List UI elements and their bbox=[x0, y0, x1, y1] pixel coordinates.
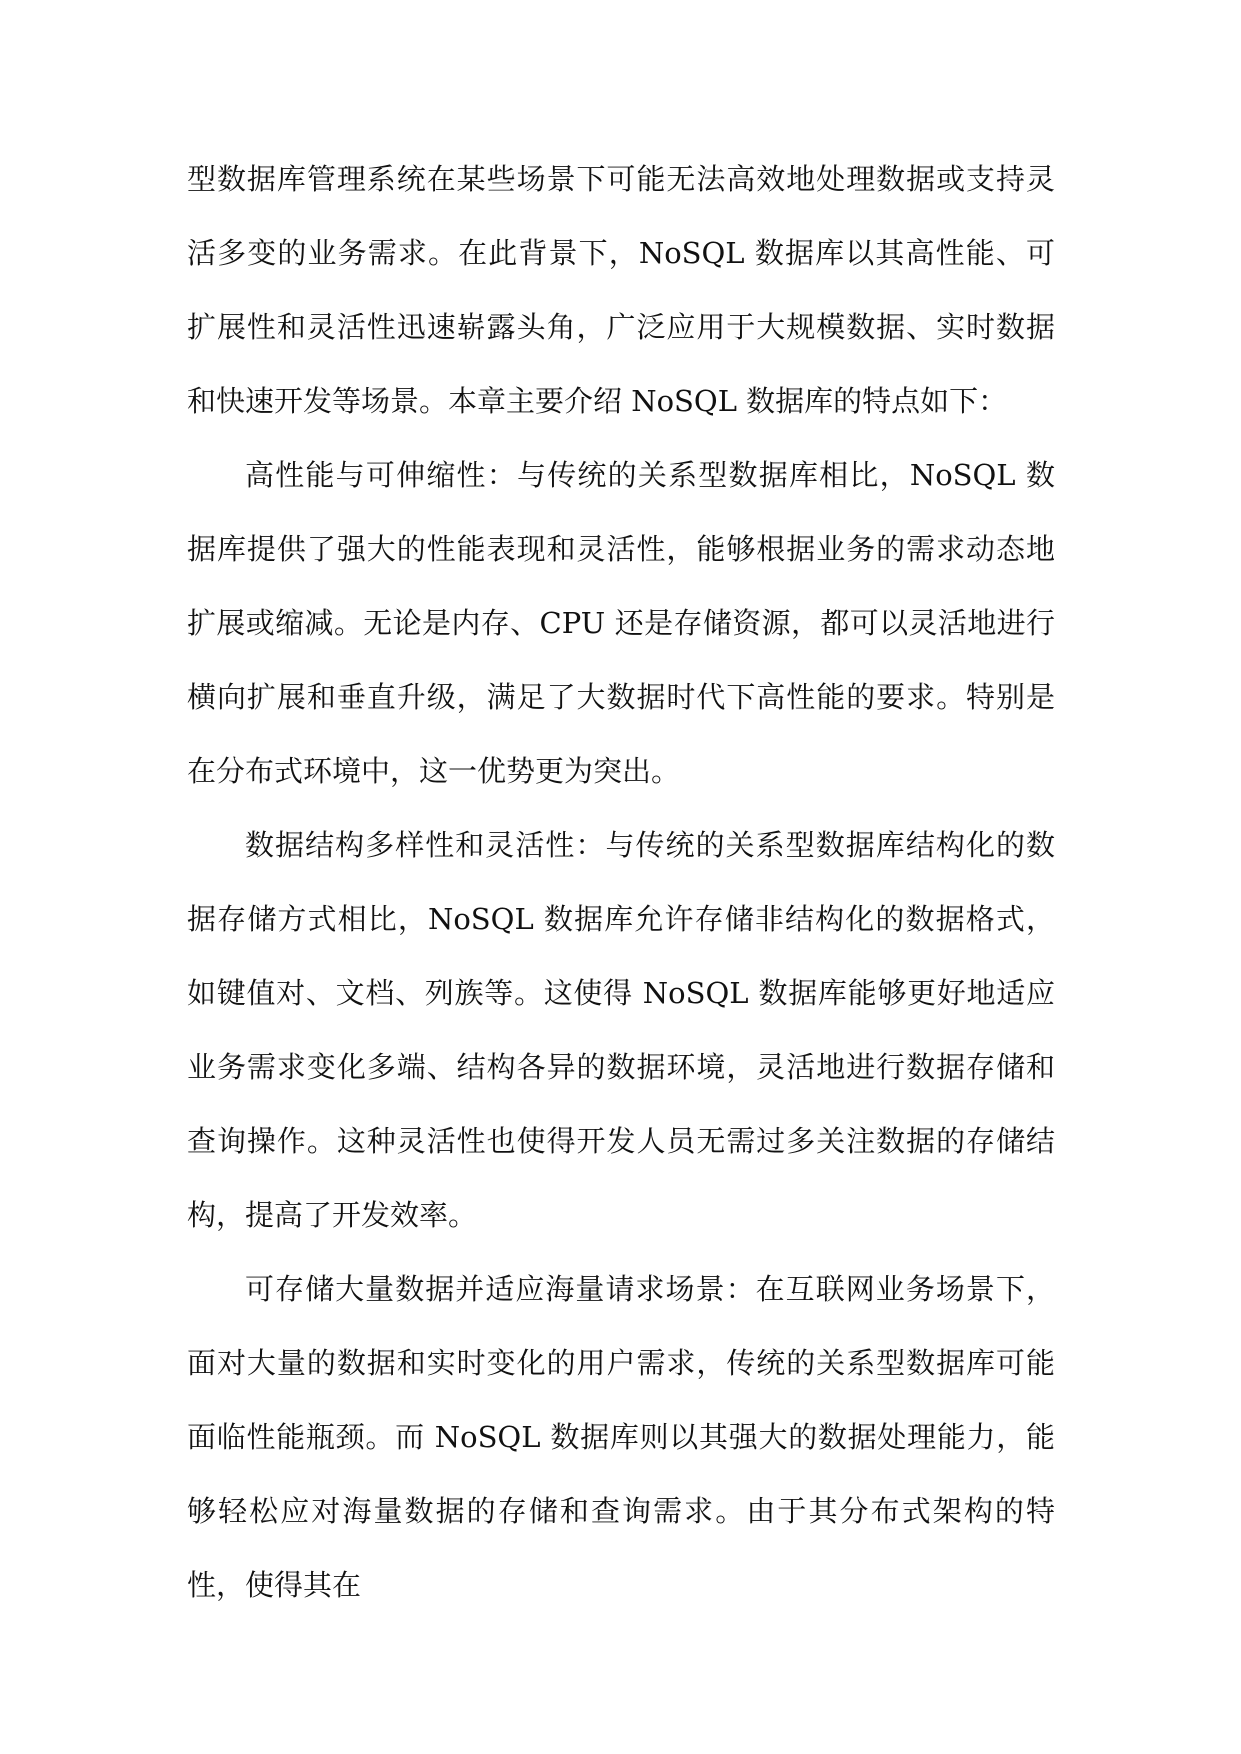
paragraph-intro-continued: 型数据库管理系统在某些场景下可能无法高效地处理数据或支持灵活多变的业务需求。在此背景下，NoSQL 数据库以其高性能、可扩展性和灵活性迅速崭露头角，广泛应用于大规模数据、实时数据和快速开发等场景。本章主要介绍 NoSQL 数据库的特点如下： bbox=[187, 162, 1055, 418]
paragraph-data-structure: 数据结构多样性和灵活性：与传统的关系型数据库结构化的数据存储方式相比，NoSQL 数据库允许存储非结构化的数据格式，如键值对、文档、列族等。这使得 NoSQL 数据库能够更好地适应业务需求变化多端、结构各异的数据环境，灵活地进行数据存储和查询操作。这种灵活性也使得开发人员无需过多关注数据的存储结构，提高了开发效率。 bbox=[187, 828, 1055, 1232]
paragraph-massive-data: 可存储大量数据并适应海量请求场景：在互联网业务场景下，面对大量的数据和实时变化的用户需求，传统的关系型数据库可能面临性能瓶颈。而 NoSQL 数据库则以其强大的数据处理能力，能够轻松应对海量数据的存储和查询需求。由于其分布式架构的特性，使得其在 bbox=[187, 1272, 1055, 1602]
paragraph-high-performance: 高性能与可伸缩性：与传统的关系型数据库相比，NoSQL 数据库提供了强大的性能表现和灵活性，能够根据业务的需求动态地扩展或缩减。无论是内存、CPU 还是存储资源，都可以灵活地进行横向扩展和垂直升级，满足了大数据时代下高性能的要求。特别是在分布式环境中，这一优势更为突出。 bbox=[187, 458, 1055, 788]
body-text bbox=[187, 142, 1055, 1622]
